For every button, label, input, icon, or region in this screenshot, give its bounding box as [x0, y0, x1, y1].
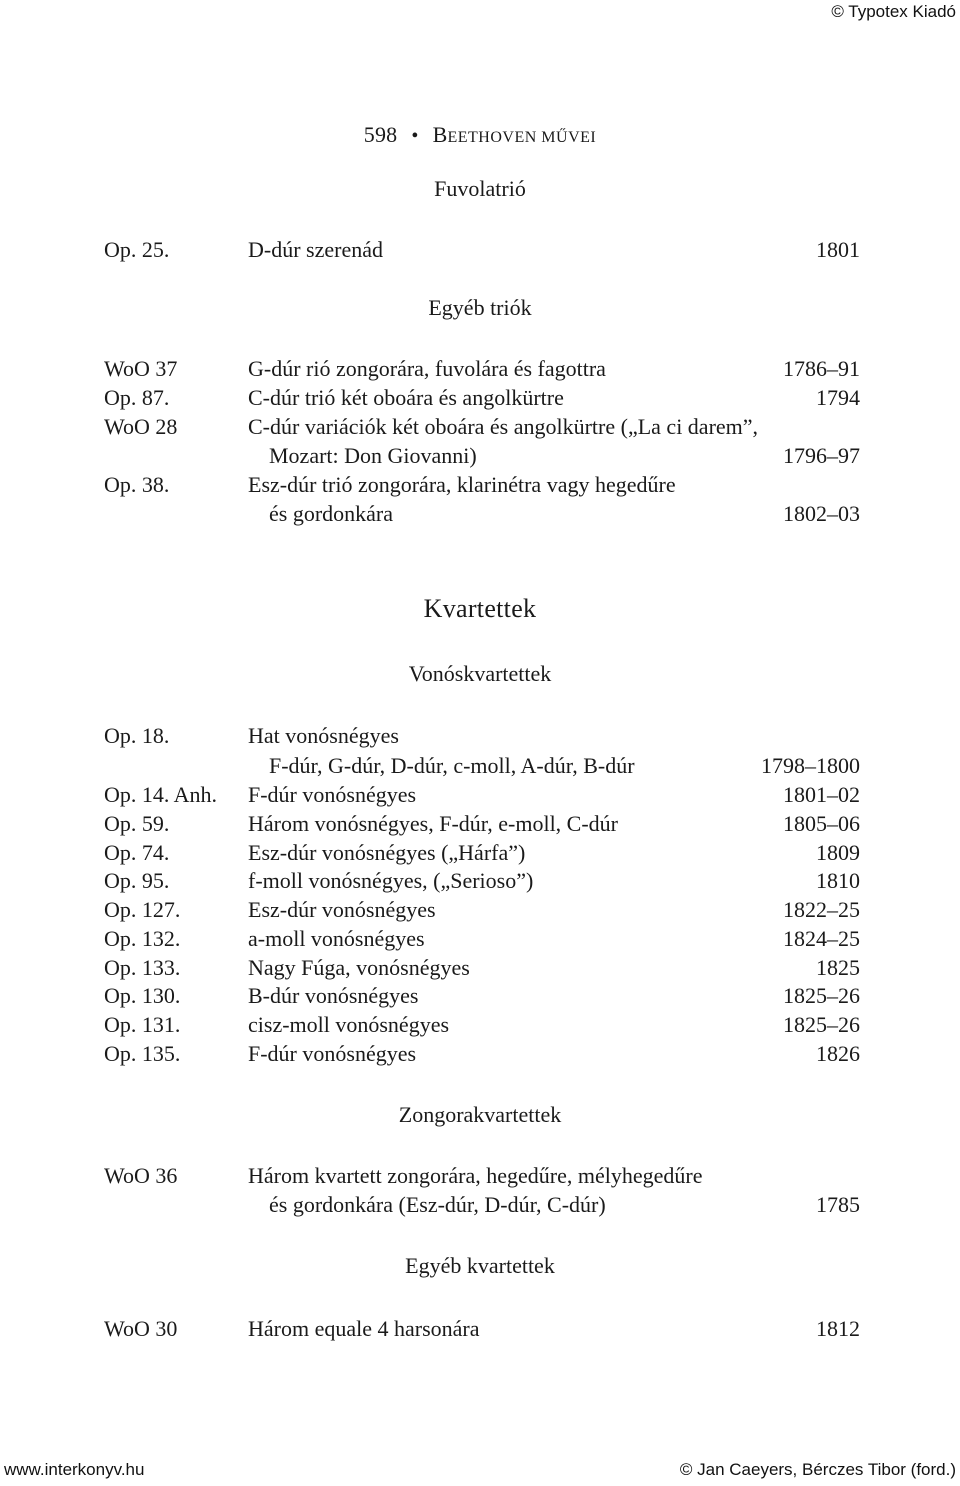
list-item-continuation — [0, 1190, 960, 1219]
work-title: C-dúr trió két oboára és angolkürtre — [248, 385, 564, 410]
copyright-watermark: © Jan Caeyers, Bérczes Tibor (ford.) — [679, 1460, 956, 1479]
page-number: 598 — [363, 122, 398, 147]
work-year: 1809 — [816, 840, 860, 865]
work-year: 1798–1800 — [761, 753, 860, 778]
work-year: 1801 — [816, 237, 860, 262]
opus-number: Op. 59. — [104, 811, 170, 836]
list-item — [0, 721, 960, 750]
section-heading-egyeb-kvartettek: Egyéb kvartettek — [405, 1253, 555, 1278]
work-title: a-moll vonósnégyes — [248, 926, 425, 951]
work-year: 1825–26 — [783, 983, 860, 1008]
work-title: Hat vonósnégyes — [248, 723, 399, 748]
opus-number: Op. 14. Anh. — [104, 782, 218, 807]
list-item — [0, 470, 960, 499]
list-item — [0, 866, 960, 895]
list-item — [0, 354, 960, 383]
work-title: C-dúr variációk két oboára és angolkürtre („La ci darem”, — [248, 414, 759, 439]
opus-number: Op. 132. — [104, 926, 181, 951]
opus-number: Op. 131. — [104, 1012, 181, 1037]
opus-number: Op. 74. — [104, 840, 170, 865]
work-year: 1794 — [816, 385, 860, 410]
list-item — [0, 1314, 960, 1343]
work-title: G-dúr rió zongorára, fuvolára és fagottra — [248, 356, 606, 381]
section-heading-zongorakvartettek: Zongorakvartettek — [398, 1102, 562, 1127]
work-title: Három equale 4 harsonára — [248, 1316, 480, 1341]
publisher-watermark: © Typotex Kiadó — [831, 2, 956, 21]
opus-number: Op. 25. — [104, 237, 170, 262]
list-item-continuation — [0, 751, 960, 780]
opus-number: Op. 130. — [104, 983, 181, 1008]
work-year: 1796–97 — [783, 443, 860, 468]
section-heading-vonoskvartettek: Vonóskvartettek — [408, 661, 552, 686]
work-year: 1786–91 — [783, 356, 860, 381]
opus-number: WoO 30 — [104, 1316, 178, 1341]
opus-number: Op. 127. — [104, 897, 181, 922]
work-year: 1825–26 — [783, 1012, 860, 1037]
work-year: 1802–03 — [783, 501, 860, 526]
work-title: f-moll vonósnégyes, („Serioso”) — [248, 868, 534, 893]
running-title-initial: B — [432, 122, 448, 147]
list-item — [0, 1161, 960, 1190]
list-item — [0, 895, 960, 924]
work-year: 1824–25 — [783, 926, 860, 951]
work-title: F-dúr vonósnégyes — [248, 1041, 417, 1066]
opus-number: Op. 135. — [104, 1041, 181, 1066]
work-year: 1805–06 — [783, 811, 860, 836]
opus-number: Op. 18. — [104, 723, 170, 748]
work-year: 1825 — [816, 955, 860, 980]
work-year: 1826 — [816, 1041, 860, 1066]
opus-number: Op. 95. — [104, 868, 170, 893]
list-item — [0, 809, 960, 838]
list-item — [0, 383, 960, 412]
work-title: F-dúr vonósnégyes — [248, 782, 417, 807]
work-year: 1822–25 — [783, 897, 860, 922]
website-watermark: www.interkonyv.hu — [4, 1460, 145, 1479]
work-title: Esz-dúr vonósnégyes — [248, 897, 436, 922]
work-year: 1810 — [816, 868, 860, 893]
work-title: Három kvartett zongorára, hegedűre, mélyhegedűre — [248, 1163, 703, 1188]
list-item — [0, 981, 960, 1010]
opus-number: WoO 36 — [104, 1163, 178, 1188]
work-title: B-dúr vonósnégyes — [248, 983, 419, 1008]
list-item — [0, 1010, 960, 1039]
chapter-heading-kvartettek: Kvartettek — [423, 594, 537, 623]
opus-number: WoO 28 — [104, 414, 178, 439]
list-item — [0, 780, 960, 809]
work-year: 1812 — [816, 1316, 860, 1341]
opus-number: Op. 133. — [104, 955, 181, 980]
work-title: Esz-dúr vonósnégyes („Hárfa”) — [248, 840, 526, 865]
list-item — [0, 235, 960, 264]
work-title: és gordonkára — [269, 501, 394, 526]
work-title: és gordonkára (Esz-dúr, D-dúr, C-dúr) — [269, 1192, 606, 1217]
list-item — [0, 838, 960, 867]
list-item-continuation — [0, 441, 960, 470]
work-title: D-dúr szerenád — [248, 237, 383, 262]
opus-number: Op. 38. — [104, 472, 170, 497]
list-item — [0, 924, 960, 953]
list-item — [0, 953, 960, 982]
list-item — [0, 1039, 960, 1068]
section-heading-fuvolatrio: Fuvolatrió — [434, 176, 526, 201]
list-item-continuation — [0, 499, 960, 528]
work-year: 1801–02 — [783, 782, 860, 807]
section-heading-egyeb-triok: Egyéb triók — [428, 295, 532, 320]
work-title: Esz-dúr trió zongorára, klarinétra vagy hegedűre — [248, 472, 676, 497]
work-title: cisz-moll vonósnégyes — [248, 1012, 450, 1037]
work-year: 1785 — [816, 1192, 860, 1217]
running-head — [0, 122, 960, 148]
running-title-rest: EETHOVEN MŰVEI — [447, 129, 597, 146]
opus-number: Op. 87. — [104, 385, 170, 410]
list-item — [0, 412, 960, 441]
work-title: Három vonósnégyes, F-dúr, e-moll, C-dúr — [248, 811, 619, 836]
work-title: Nagy Fúga, vonósnégyes — [248, 955, 470, 980]
work-title: Mozart: Don Giovanni) — [269, 443, 477, 468]
opus-number: WoO 37 — [104, 356, 178, 381]
bullet-separator: • — [411, 125, 419, 147]
work-title: F-dúr, G-dúr, D-dúr, c-moll, A-dúr, B-dúr — [269, 753, 635, 778]
